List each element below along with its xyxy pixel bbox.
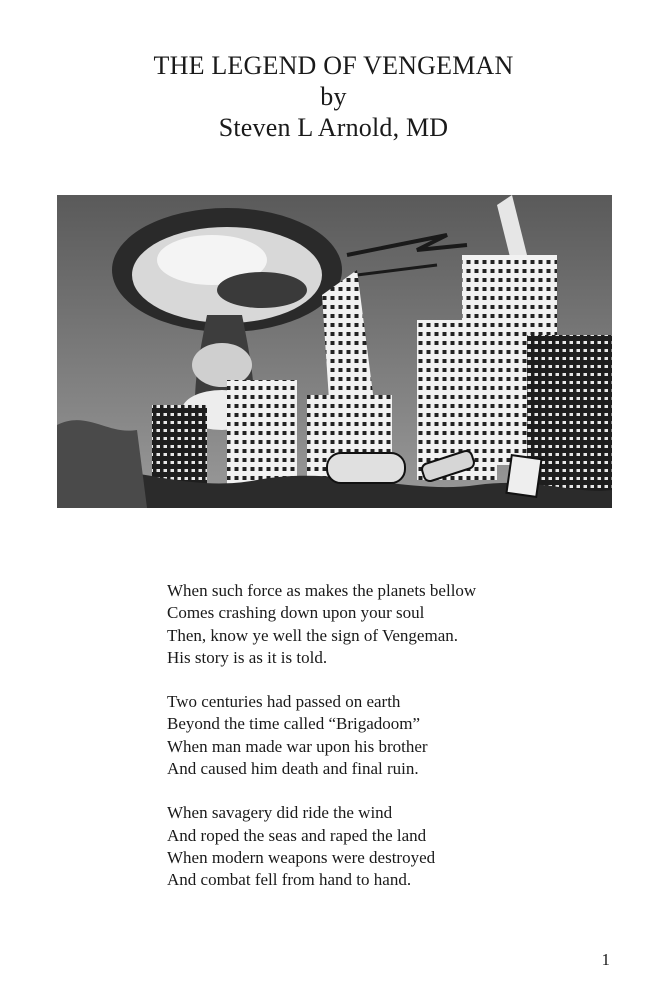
page-number: 1	[601, 950, 610, 969]
verse-line: When man made war upon his brother	[167, 736, 428, 756]
verse-line: His story is as it is told.	[167, 647, 328, 667]
stanza-1	[167, 580, 607, 669]
verse-line: Two centuries had passed on earth	[167, 692, 401, 712]
verse-line: And caused him death and final ruin.	[167, 759, 419, 779]
verse-line: Beyond the time called “Brigadoom”	[167, 714, 421, 734]
byline-by: by	[320, 82, 347, 111]
verse-line: When such force as makes the planets bellow	[167, 581, 477, 600]
page-title: THE LEGEND OF VENGEMAN	[153, 51, 514, 80]
author-name: Steven L Arnold, MD	[218, 113, 449, 142]
verse-line: When savagery did ride the wind	[167, 803, 393, 823]
verse-line: Then, know ye well the sign of Vengeman.	[167, 625, 458, 645]
verse-line: When modern weapons were destroyed	[167, 847, 436, 867]
stanza-3	[167, 802, 607, 891]
verse-line: And combat fell from hand to hand.	[167, 870, 412, 890]
title-block	[0, 50, 667, 143]
city-destruction-illustration	[57, 195, 612, 508]
verse-line: And roped the seas and raped the land	[167, 825, 427, 845]
verse-line: Comes crashing down upon your soul	[167, 603, 425, 623]
stanza-2	[167, 691, 607, 780]
poem-body	[167, 580, 607, 914]
